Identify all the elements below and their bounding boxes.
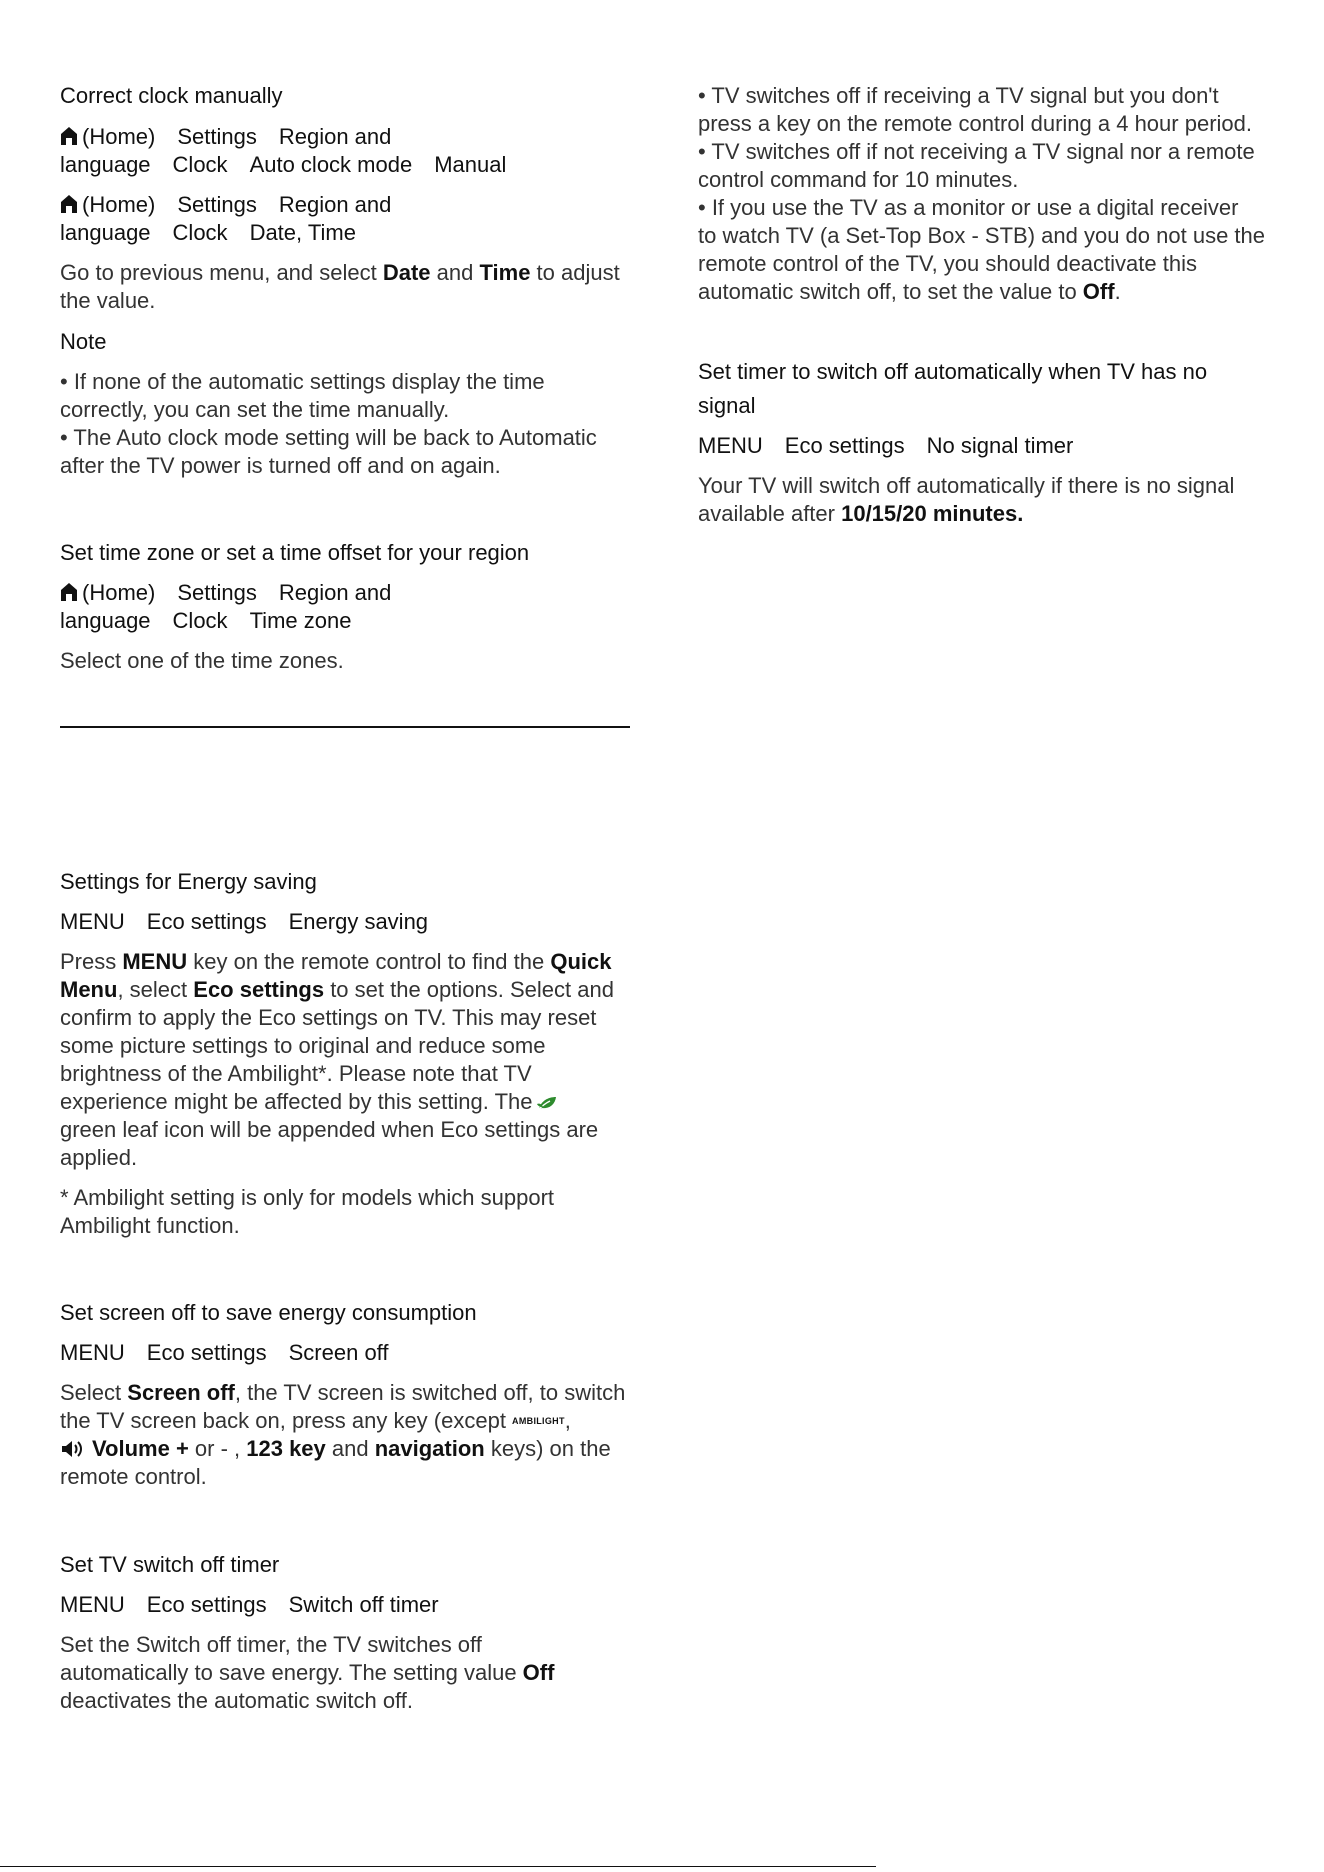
path-region: Region and bbox=[278, 192, 392, 217]
energy-line2: Menu, select Eco settings to set the options. Select and bbox=[60, 977, 614, 1002]
timezone-heading: Set time zone or set a time offset for your region bbox=[60, 540, 530, 565]
screenoff-path: MENU Eco settings Screen off bbox=[60, 1340, 389, 1365]
ambilight-footnote-line2: Ambilight function. bbox=[60, 1213, 240, 1238]
bullet-line6: to watch TV (a Set-Top Box - STB) and you do not use the bbox=[698, 223, 1266, 248]
note2-line1: • The Auto clock mode setting will be back to Automatic bbox=[60, 425, 597, 450]
path-clock: Clock bbox=[172, 152, 228, 177]
energy-line1: Press MENU key on the remote control to find the Quick bbox=[60, 949, 612, 974]
nosignal-line2: available after 10/15/20 minutes. bbox=[698, 501, 1024, 526]
screenoff-heading: Set screen off to save energy consumption bbox=[60, 1300, 477, 1325]
bullet-line3: • TV switches off if not receiving a TV signal nor a remote bbox=[698, 139, 1255, 164]
path-auto-clock-mode: Auto clock mode bbox=[249, 152, 413, 177]
clock-manual-heading: Correct clock manually bbox=[60, 83, 283, 108]
nosignal-path: MENU Eco settings No signal timer bbox=[698, 433, 1074, 458]
bullet-line7: remote control of the TV, you should deactivate this bbox=[698, 251, 1197, 276]
home-label: (Home) bbox=[82, 192, 156, 217]
path-region: Region and bbox=[278, 580, 392, 605]
timezone-desc: Select one of the time zones. bbox=[60, 648, 344, 673]
path-language: language bbox=[60, 152, 151, 177]
volume-icon bbox=[60, 1439, 88, 1459]
nosignal-heading-line1: Set timer to switch off automatically when TV has no bbox=[698, 359, 1208, 384]
bullet-line8: automatic switch off, to set the value to Off. bbox=[698, 279, 1121, 304]
screenoff-line3: Volume + or - , 123 key and navigation keys) on the bbox=[60, 1435, 611, 1463]
path-settings: Settings bbox=[177, 580, 257, 605]
screenoff-line2: the TV screen back on, press any key (except AMBILIGHT, bbox=[60, 1408, 571, 1433]
energy-line6: experience might be affected by this setting. The bbox=[60, 1088, 558, 1116]
bullet-line1: • TV switches off if receiving a TV signal but you don't bbox=[698, 83, 1219, 108]
path-manual: Manual bbox=[434, 152, 507, 177]
screenoff-line1: Select Screen off, the TV screen is switched off, to switch bbox=[60, 1380, 626, 1405]
path-clock: Clock bbox=[172, 220, 228, 245]
energy-path: MENU Eco settings Energy saving bbox=[60, 909, 429, 934]
clock-desc-line1: Go to previous menu, and select Date and Time to adjust bbox=[60, 260, 620, 285]
switchoff-line2: automatically to save energy. The setting value Off bbox=[60, 1660, 555, 1685]
date-time-path-line2 bbox=[60, 219, 356, 247]
path-language: language bbox=[60, 220, 151, 245]
leaf-icon bbox=[536, 1095, 558, 1111]
bullet-line5: • If you use the TV as a monitor or use a digital receiver bbox=[698, 195, 1239, 220]
nosignal-line1: Your TV will switch off automatically if there is no signal bbox=[698, 473, 1235, 498]
home-icon bbox=[60, 194, 78, 214]
path-settings: Settings bbox=[177, 192, 257, 217]
path-time-zone: Time zone bbox=[249, 608, 352, 633]
note1-line1: • If none of the automatic settings display the time bbox=[60, 369, 545, 394]
path-region: Region and bbox=[278, 124, 392, 149]
switchoff-line1: Set the Switch off timer, the TV switches off bbox=[60, 1632, 482, 1657]
energy-line4: some picture settings to original and reduce some bbox=[60, 1033, 546, 1058]
switchoff-line3: deactivates the automatic switch off. bbox=[60, 1688, 413, 1713]
screenoff-line4: remote control. bbox=[60, 1464, 207, 1489]
switchoff-heading: Set TV switch off timer bbox=[60, 1552, 280, 1577]
path-clock: Clock bbox=[172, 608, 228, 633]
timezone-path-line2 bbox=[60, 607, 351, 635]
path-date-time: Date, Time bbox=[249, 220, 356, 245]
timezone-path-line1 bbox=[60, 579, 391, 607]
energy-line8: applied. bbox=[60, 1145, 138, 1170]
ambilight-footnote-line1: * Ambilight setting is only for models which support bbox=[60, 1185, 555, 1210]
home-icon bbox=[60, 126, 78, 146]
ambilight-key-label: AMBILIGHT bbox=[512, 1416, 565, 1426]
note-heading: Note bbox=[60, 329, 107, 354]
home-icon bbox=[60, 582, 78, 602]
page-bottom-rule bbox=[0, 1866, 876, 1867]
bullet-line2: press a key on the remote control during a 4 hour period. bbox=[698, 111, 1252, 136]
section-divider bbox=[60, 726, 630, 728]
bullet-line4: control command for 10 minutes. bbox=[698, 167, 1019, 192]
clock-manual-path-line2 bbox=[60, 151, 506, 179]
note2-line2: after the TV power is turned off and on again. bbox=[60, 453, 501, 478]
energy-line3: confirm to apply the Eco settings on TV. This may reset bbox=[60, 1005, 597, 1030]
home-label: (Home) bbox=[82, 580, 156, 605]
date-time-path-line1 bbox=[60, 191, 391, 219]
note1-line2: correctly, you can set the time manually. bbox=[60, 397, 450, 422]
energy-heading: Settings for Energy saving bbox=[60, 869, 317, 894]
energy-line7: green leaf icon will be appended when Eco settings are bbox=[60, 1117, 599, 1142]
switchoff-path: MENU Eco settings Switch off timer bbox=[60, 1592, 439, 1617]
home-label: (Home) bbox=[82, 124, 156, 149]
path-language: language bbox=[60, 608, 151, 633]
nosignal-heading-line2: signal bbox=[698, 393, 756, 418]
energy-line5: brightness of the Ambilight*. Please note that TV bbox=[60, 1061, 532, 1086]
clock-manual-path-line1 bbox=[60, 123, 391, 151]
clock-desc-line2: the value. bbox=[60, 288, 156, 313]
path-settings: Settings bbox=[177, 124, 257, 149]
